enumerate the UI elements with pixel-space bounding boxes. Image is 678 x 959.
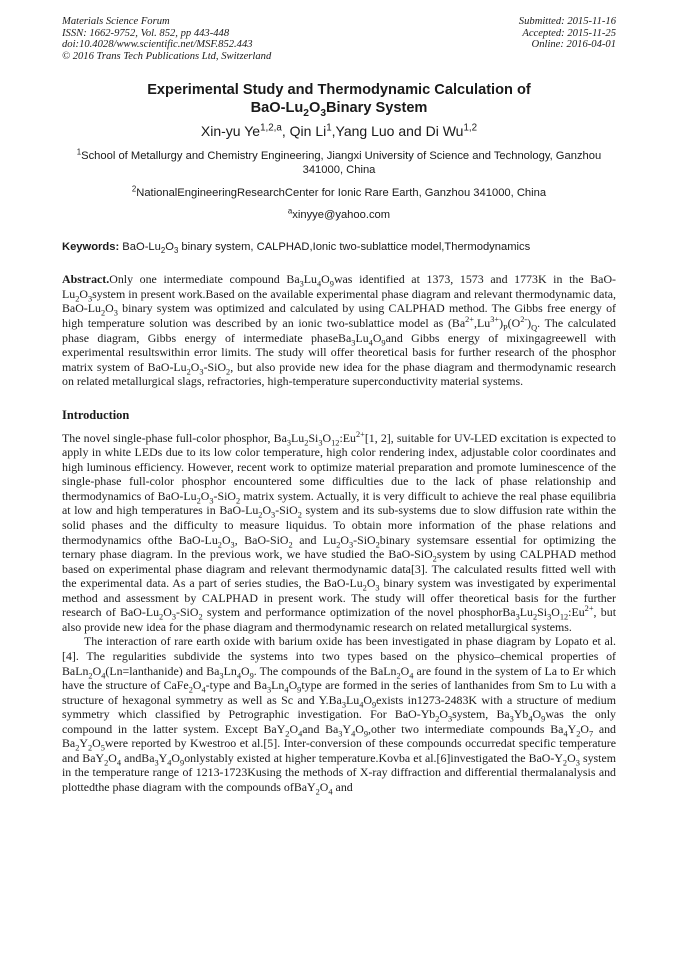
doi: doi:10.4028/www.scientific.net/MSF.852.443 [62,39,253,51]
authors: Xin-yu Ye$^{1,2,a}$, Qin Li$^1$,Yang Luo and Di Wu$^{1,2}$ [200,122,478,140]
abstract-text: Only one intermediate compound $Ba_3Lu_4O_9was$ identified at 1373, 1573 and 1773K in the BaO-$Lu_2O_3system$ in present work.Based on the available experimental phase diagram and relevant thermodynamic data, BaO-$Lu_2O_3$ binary system was optimized and calculated by using CALPHAD method. The Gibbs free energy of high temperature solution was described by an ionic two-sublattice model as $(Ba^{2+},Lu^{3+})_P(O^{2-})_Q$. The calculated phase diagram, Gibbs energy of intermediate $phaseBa_3Lu_4O_9and$ Gibbs energy of mixingagreewell with experimental resultswithin error limits. The study will offer theoretical basis for further research of the phosphor matrix system of BaO-$Lu_2O_3-SiO_2$, but also provide new idea for the phase diagram and thermodynamic research on related metallurgical slags, refractories, high-temperature superconductivity material systems. [62,272,617,389]
journal-header [62,16,616,62]
keywords-label: Keywords: [62,241,120,254]
paper-title [62,81,616,120]
journal-info [62,16,271,62]
issn: ISSN: 1662-9752, Vol. 852, pp 443-448 [62,27,230,39]
title-line-1: Experimental Study and Thermodynamic Calculation of [147,82,531,99]
affiliation-2: $^2$NationalEngineeringResearchCenter for Ionic Rare Earth, Ganzhou 341000, China [131,184,547,200]
keywords-text: BaO-$Lu_2O_3$ binary system, CALPHAD,Ionic two-sublattice model,Thermodynamics [119,241,531,256]
title-line-2: BaO-$Lu_2O_3Binary$ System [250,100,428,120]
author-email: $^a$xinyye@yahoo.com [287,206,391,222]
keywords [62,240,616,254]
submitted-date: Submitted: 2015-11-16 [518,16,616,27]
accepted-date: Accepted: 2015-11-25 [522,27,616,39]
journal-name: Materials Science Forum [62,16,170,27]
affiliation-1: $^1$School of Metallurgy and Chemistry Engineering, Jiangxi University of Science and Technology, Ganzhou 341000, China [76,147,602,177]
abstract [62,272,616,388]
intro-paragraph-1: The novel single-phase full-color phosphor, $Ba_3Lu_2Si_3O_{12}:Eu^{2+}[1$, 2], suitable for UV-LED excitation is expected to apply in white LEDs due to its low color temperature, high color rendering index, adjustable color coordinates and high luminous efficiency. However, recent work to optimize material preparation and promote luminescence of the single-phase full-color phosphor encountered some difficulties due to the lack of phase relationship and thermodynamics of BaO-$Lu_2O_3-SiO_2$ matrix system. Actually, it is very difficult to achieve the real phase equilibria at low and high temperatures in BaO-$Lu_2O_3-SiO_2$ system and its sub-systems due to slow diffusion rate within the solid phases and the difficulty to measure liquidus. To obtain more information of the phase relations and thermodynamics ofthe BaO-$Lu_2O_3$, BaO-SiO$_2$ and $Lu_2O_3-SiO_2binary$ systemsare essential for optimizing the ternary phase diagram. In the previous work, we have studied the BaO-SiO$_2$system by using CALPHAD method based on experimental phase diagram and relevant thermodynamic data[3]. The calculated results fitted well with the experimental data. As a part of series studies, the BaO-$Lu_2O_3$ binary system was investigated by experimental method and assessment by CALPHAD in present work. The study will offer theoretical basis for the further research of BaO-$Lu_2O_3-SiO_2$ system and performance optimization of the novel $phosphorBa_3Lu_2Si_3O_{12}:Eu^{2+}$, but also provide new idea for the phase diagram and thermodynamic research on related metallurgical systems. [62,429,616,634]
online-date: Online: 2016-04-01 [531,39,616,51]
abstract-label: Abstract. [62,272,110,287]
copyright: © 2016 Trans Tech Publications Ltd, Switzerland [62,50,272,62]
intro-paragraph-2: The interaction of rare earth oxide with barium oxide has been investigated in phase diagram by Lopato et al.[4]. The regularities subdivide the systems into two types based on the physico–chemical properties of $BaLn_2O_4(Ln=lanthanide)$ and $Ba_3Ln_4O_9$. The compounds of the $BaLn_2O_4$ are found in the system of La to Er which have the structure of $CaFe_2O_4$-type and $Ba_3Ln_4O_9type$ are formed in the series of lanthanides from Sm to Lu with a structure of hexagonal symmetry as well as Sc and $Y.Ba_3Lu_4O_9exists$ in1273-2483K with a structure of medium symmetry which classified by Petrographic investigation. For BaO-$Yb_2O_3system$, $Ba_3Yb_4O_9was$ the only compound in the latter system. Except $BaY_2O_4and$ $Ba_3Y_4O_9,other$ two intermediate compounds $Ba_4Y_2O_7$ and $Ba_2Y_2O_5were$ reported by Kwestroo et al.[5]. Inter-conversion of these compounds occurredat specific temperature and $BaY_2O_4$ $andBa_3Y_4O_9onlystably$ existed at higher temperature.Kovba et al.[6]investigated the BaO-$Y_2O_3$ system in the temperature range of 1213-1723Kusing the methods of X-ray diffraction and differential thermalanalysis and plottedthe phase diagram with the compounds $ofBaY_2O_4$ and [62,634,617,797]
dates-info [519,16,616,62]
introduction-body [62,431,616,795]
section-heading-introduction: Introduction [62,407,130,422]
